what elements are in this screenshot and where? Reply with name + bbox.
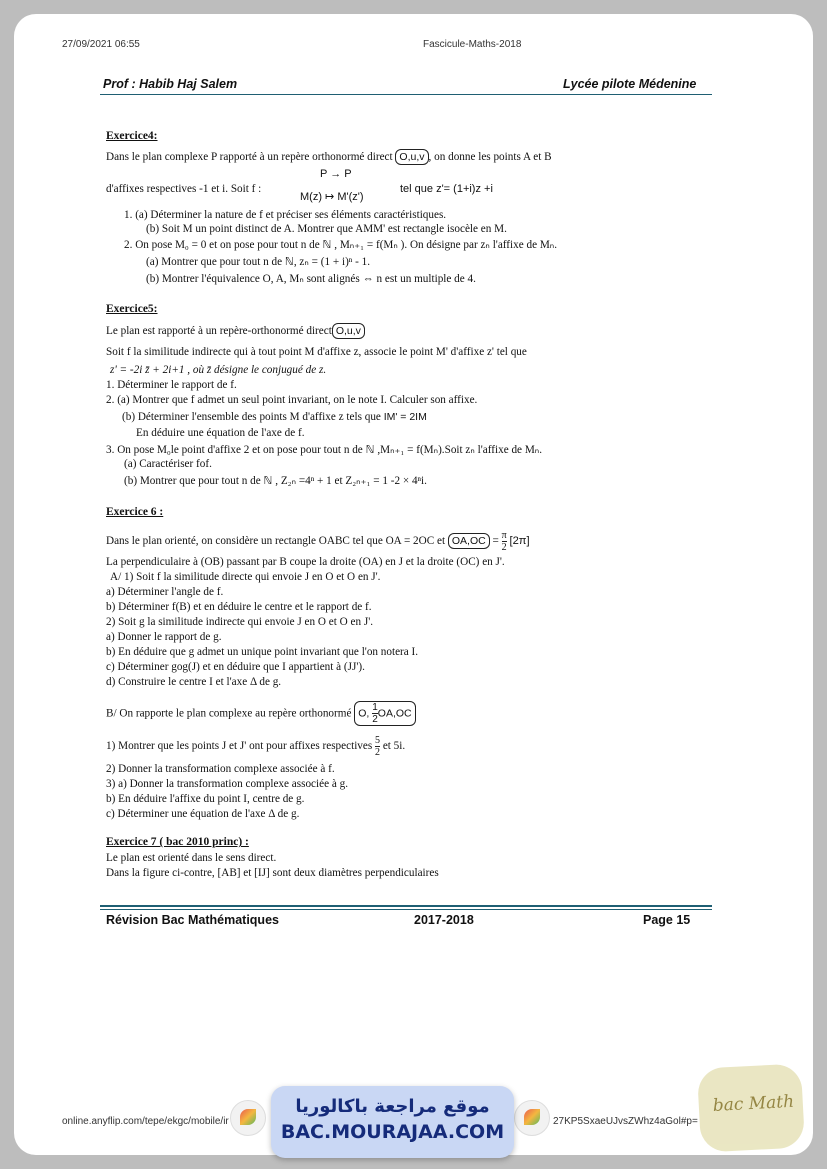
ex6-angle-vector: OA,OC xyxy=(448,533,490,549)
ex6-a1b: b) Déterminer f(B) et en déduire le centre et le rapport de f. xyxy=(106,601,372,613)
ex6-a2a: a) Donner le rapport de g. xyxy=(106,631,222,643)
footer-course: Révision Bac Mathématiques xyxy=(106,913,279,927)
ex4-transform: tel que z'= (1+i)z +i xyxy=(400,183,493,195)
ex5-line3: z' = -2i z̄ + 2i+1 , où z̄ désigne le conjugué de z. xyxy=(110,364,327,376)
ex5-q2c: En déduire une équation de l'axe de f. xyxy=(136,427,305,439)
print-title: Fascicule-Maths-2018 xyxy=(423,39,522,50)
ex6-a2b: b) En déduire que g admet un unique point invariant que l'on notera I. xyxy=(106,646,419,658)
ex6-line1: Dans le plan orienté, on considère un rectangle OABC tel que OA = 2OC et OA,OC = $\frac{\pi}{2}$ [2π] xyxy=(106,530,530,553)
ex4-line1: Dans le plan complexe P rapporté à un repère orthonormé direct O,u,v , on donne les points A et B xyxy=(106,151,552,163)
ex6-b2: 2) Donner la transformation complexe associée à f. xyxy=(106,763,335,775)
ex5-line1: Le plan est rapporté à un repère-orthonormé direct O,u,v xyxy=(106,323,365,339)
ex6-a2: 2) Soit g la similitude indirecte qui envoie J en O et O en J'. xyxy=(106,616,374,628)
ex4-q2b: (b) Montrer l'équivalence O, A, Mₙ sont alignés ⇔ n est un multiple de 4. xyxy=(146,273,476,285)
exercise-5-title: Exercice5: xyxy=(106,303,158,315)
ex6-a1a: a) Déterminer l'angle de f. xyxy=(106,586,224,598)
ex6-b3: 3) a) Donner la transformation complexe associée à g. xyxy=(106,778,348,790)
ex6-b3c: c) Déterminer une équation de l'axe Δ de g. xyxy=(106,808,300,820)
ex4-frame-vector: O,u,v xyxy=(395,149,428,165)
ex5-frame-vector: O,u,v xyxy=(332,323,365,339)
site-banner[interactable] xyxy=(271,1086,514,1158)
footer-year: 2017-2018 xyxy=(414,913,474,927)
site-logo-icon-right xyxy=(514,1100,550,1136)
ex4-q1b: (b) Soit M un point distinct de A. Montrer que AMM' est rectangle isocèle en M. xyxy=(146,223,507,235)
exercise-4-title: Exercice4: xyxy=(106,130,158,142)
ex5-vector-eq: IM' = 2IM xyxy=(383,411,427,423)
footer-rule-2 xyxy=(100,909,712,910)
teacher-name: Prof : Habib Haj Salem xyxy=(103,77,238,91)
print-datetime: 27/09/2021 06:55 xyxy=(62,39,140,50)
url-right[interactable]: 27KP5SxaeUJvsZWhz4aGol#p= xyxy=(553,1116,698,1127)
site-logo-icon xyxy=(230,1100,266,1136)
ex6-a1: A/ 1) Soit f la similitude directe qui envoie J en O et O en J'. xyxy=(110,571,381,583)
ex6-a2c: c) Déterminer gog(J) et en déduire que I appartient à (JJ'). xyxy=(106,661,365,673)
exercise-7-title: Exercice 7 ( bac 2010 princ) : xyxy=(106,836,249,848)
ex4-q2a: (a) Montrer que pour tout n de ℕ, zₙ = (1 + i)ⁿ - 1. xyxy=(146,256,371,268)
map-bottom: M(z) ↦ M'(z') xyxy=(300,191,364,203)
school-name: Lycée pilote Médenine xyxy=(563,77,697,91)
banner-arabic: موقع مراجعة باكالوريا xyxy=(295,1096,490,1117)
ex6-frame-vector: O, $\frac{1}{2}$ OA,OC xyxy=(354,701,415,726)
ex5-line2: Soit f la similitude indirecte qui à tout point M d'affixe z, associe le point M' d'affixe z' tel que xyxy=(106,346,527,358)
ex5-q3: 3. On pose M₀le point d'affixe 2 et on pose pour tout n de ℕ ,Mₙ₊₁ = f(Mₙ).Soit zₙ l'affixe de Mₙ. xyxy=(106,444,543,456)
url-left[interactable]: online.anyflip.com/tepe/ekgc/mobile/ir xyxy=(62,1116,229,1127)
map-top: P → P xyxy=(320,168,352,180)
ex5-q2a: 2. (a) Montrer que f admet un seul point invariant, on le note I. Calculer son affixe. xyxy=(106,394,478,406)
banner-site: BAC.MOURAJAA.COM xyxy=(280,1121,505,1143)
ex5-q2b: (b) Déterminer l'ensemble des points M d'affixe z tels que IM' = 2IM xyxy=(122,411,427,423)
footer-rule-1 xyxy=(100,905,712,907)
bac-math-stamp: bac Math xyxy=(697,1063,805,1152)
header-rule xyxy=(100,94,712,95)
ex7-line1: Le plan est orienté dans le sens direct. xyxy=(106,852,277,864)
ex4-q1a: 1. (a) Déterminer la nature de f et préciser ses éléments caractéristiques. xyxy=(124,209,447,221)
ex4-line2: d'affixes respectives -1 et i. Soit f : xyxy=(106,183,262,195)
ex6-a2d: d) Construire le centre I et l'axe Δ de g. xyxy=(106,676,282,688)
exercise-6-title: Exercice 6 : xyxy=(106,506,164,518)
ex5-q3a: (a) Caractériser fof. xyxy=(124,458,212,470)
footer-page: Page 15 xyxy=(643,913,691,927)
ex6-b: B/ On rapporte le plan complexe au repère orthonormé O, $\frac{1}{2}$ OA,OC xyxy=(106,701,416,726)
ex6-line2: La perpendiculaire à (OB) passant par B coupe la droite (OA) en J et la droite (OC) en J'. xyxy=(106,556,505,568)
pi-over-two: $\frac{\pi}{2}$ xyxy=(501,530,507,553)
ex7-line2: Dans la figure ci-contre, [AB] et [IJ] sont deux diamètres perpendiculaires xyxy=(106,867,439,879)
ex6-b3b: b) En déduire l'affixe du point I, centre de g. xyxy=(106,793,305,805)
ex6-b1: 1) Montrer que les points J et J' ont pour affixes respectives $\frac{5}{2}$ et 5i. xyxy=(106,735,406,758)
ex4-q2: 2. On pose M₀ = 0 et on pose pour tout n de ℕ , Mₙ₊₁ = f(Mₙ ). On désigne par zₙ l'affixe de Mₙ. xyxy=(124,239,558,251)
ex5-q3b: (b) Montrer que pour tout n de ℕ , Z₂ₙ =4ⁿ + 1 et Z₂ₙ₊₁ = 1 -2 × 4ⁿi. xyxy=(124,475,427,487)
ex5-q1: 1. Déterminer le rapport de f. xyxy=(106,379,237,391)
